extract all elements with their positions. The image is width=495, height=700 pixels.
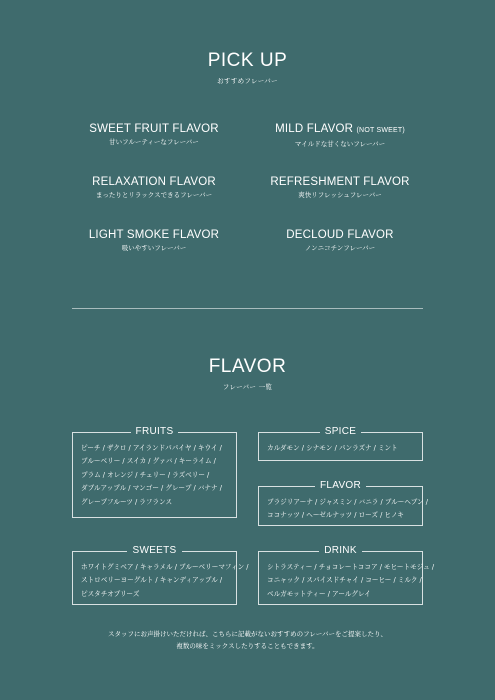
category-line: ダブルアップル / マンゴー / グレープ / バナナ /	[81, 484, 222, 493]
section-divider	[72, 308, 423, 309]
category-line: ホワイトグミベア / キャラメル / ブルーベリーマフィン /	[81, 563, 249, 571]
pickup-item-desc: 吸いやすいフレーバー	[121, 244, 187, 252]
pickup-title: PICK UP	[207, 50, 288, 71]
pickup-item-relaxation	[54, 175, 254, 200]
pickup-item-refreshment	[240, 175, 440, 200]
footer-line: スタッフにお声掛けいただければ、こちらに記載がないおすすめのフレーバーをご提案したり、	[108, 630, 387, 638]
category-title: FRUITS	[131, 426, 179, 437]
category-title: DRINK	[319, 545, 362, 556]
flavor-title: FLAVOR	[208, 356, 287, 377]
category-line: ピーチ / ザクロ / アイランドパパイヤ / キウイ /	[81, 444, 222, 452]
category-title: SWEETS	[127, 545, 181, 556]
pickup-item-name: RELAXATION FLAVOR	[92, 176, 216, 188]
category-line: ブルーベリー / スイカ / グァバ / キーライム /	[81, 457, 216, 466]
category-line: ブラジリアーナ / ジャスミン / バニラ / ブルーヘブン /	[267, 498, 428, 506]
category-spice	[258, 426, 423, 461]
category-line: ココナッツ / ヘーゼルナッツ / ローズ / ヒノキ	[267, 511, 404, 520]
category-title: SPICE	[320, 426, 362, 437]
category-fruits	[72, 426, 237, 518]
category-line: プラム / オレンジ / チェリー / ラズベリー /	[81, 470, 210, 479]
pickup-item-sweet-fruit	[54, 122, 254, 147]
flavor-subtitle: フレーバー 一覧	[222, 383, 273, 391]
pickup-subtitle: おすすめフレーバー	[217, 77, 278, 85]
pickup-item-desc: ノンニコチンフレーバー	[304, 244, 376, 252]
pickup-item-light-smoke	[54, 228, 254, 253]
category-line: ベルガモットティー / アールグレイ	[267, 589, 371, 598]
category-sweets	[72, 545, 249, 605]
pickup-item-name: SWEET FRUIT FLAVOR	[89, 123, 219, 135]
category-flavor	[258, 480, 428, 526]
category-line: コニャック / スパイスドチャイ / コーヒー / ミルク /	[267, 576, 422, 585]
pickup-item-name: DECLOUD FLAVOR	[286, 229, 394, 241]
category-line: シトラスティー / チョコレートココア / モヒートモジュ /	[267, 563, 435, 571]
pickup-item-desc: マイルドな甘くないフレーバー	[294, 140, 386, 148]
category-line: グレープフルーツ / ラフランス	[81, 497, 173, 506]
footer-note	[0, 628, 495, 652]
pickup-item-name: REFRESHMENT FLAVOR	[270, 176, 410, 188]
category-line: ストロベリーヨーグルト / キャンディアップル /	[81, 576, 223, 585]
pickup-item-desc: まったりとリラックスできるフレーバー	[95, 191, 213, 199]
category-line: カルダモン / シナモン / パンラズナ / ミント	[267, 444, 398, 452]
pickup-item-mild	[240, 122, 440, 149]
pickup-item-desc: 甘いフルーティーなフレーバー	[109, 138, 199, 146]
footer-line: 複数の味をミックスしたりすることもできます。	[176, 642, 319, 650]
pickup-item-note: (NOT SWEET)	[356, 127, 405, 134]
category-title: FLAVOR	[315, 480, 366, 491]
pickup-item-decloud	[240, 228, 440, 253]
category-line: ピスタチオプリーズ	[81, 589, 140, 598]
category-drink	[258, 545, 435, 605]
pickup-item-desc: 爽快リフレッシュフレーバー	[298, 191, 382, 199]
pickup-item-name: MILD FLAVOR	[275, 123, 354, 135]
pickup-item-name: LIGHT SMOKE FLAVOR	[88, 229, 220, 241]
